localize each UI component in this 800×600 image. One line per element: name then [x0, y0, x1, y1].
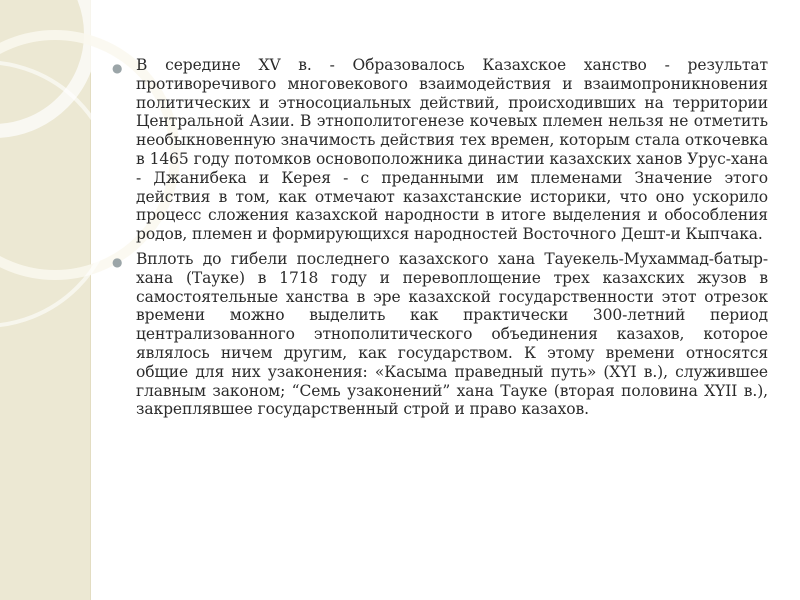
bullet-icon: ● — [112, 61, 123, 75]
bullet-list — [112, 56, 768, 419]
decorative-side-panel — [0, 0, 91, 600]
bullet-item — [112, 56, 768, 244]
slide-content — [112, 56, 768, 425]
bullet-icon: ● — [112, 254, 123, 269]
bullet-item — [112, 250, 768, 419]
bullet-text: В середине XV в. - Образовалось Казахское ханство - результат противоречивого многовекового взаимодействия и взаимопроникновения политических и этносоциальных действий, происходивших на территории Центральной Азии. В этнополитогенезе кочевых племен нельзя не отметить необыкновенную значимость действия тех времен, которым стала откочевка в 1465 году потомков основоположника династии казахских ханов Урус-хана - Джанибека и Керея - с преданными им племенами Значение этого действия в том, как отмечают казахстанские историки, что оно ускорило процесс сложения казахской народности в итоге выделения и обособления родов, племен и формирующихся народностей Восточного Дешт-и Кыпчака. — [136, 56, 768, 244]
bullet-text: Вплоть до гибели последнего казахского хана Тауекель-Мухаммад-батыр-хана (Тауке) в 1718 году и перевоплощение трех казахских жузов в самостоятельные ханства в эре казахской государственности этот отрезок времени можно выделить как практически 300-летний период централизованного этнополитического объединения казахов, которое являлось ничем другим, как государством. К этому времени относятся общие для них узаконения: «Касыма праведный путь» (XYI в.), служившее главным законом; “Семь узаконений” хана Тауке (вторая половина XYII в.), закреплявшее государственный строй и право казахов. — [136, 249, 768, 419]
